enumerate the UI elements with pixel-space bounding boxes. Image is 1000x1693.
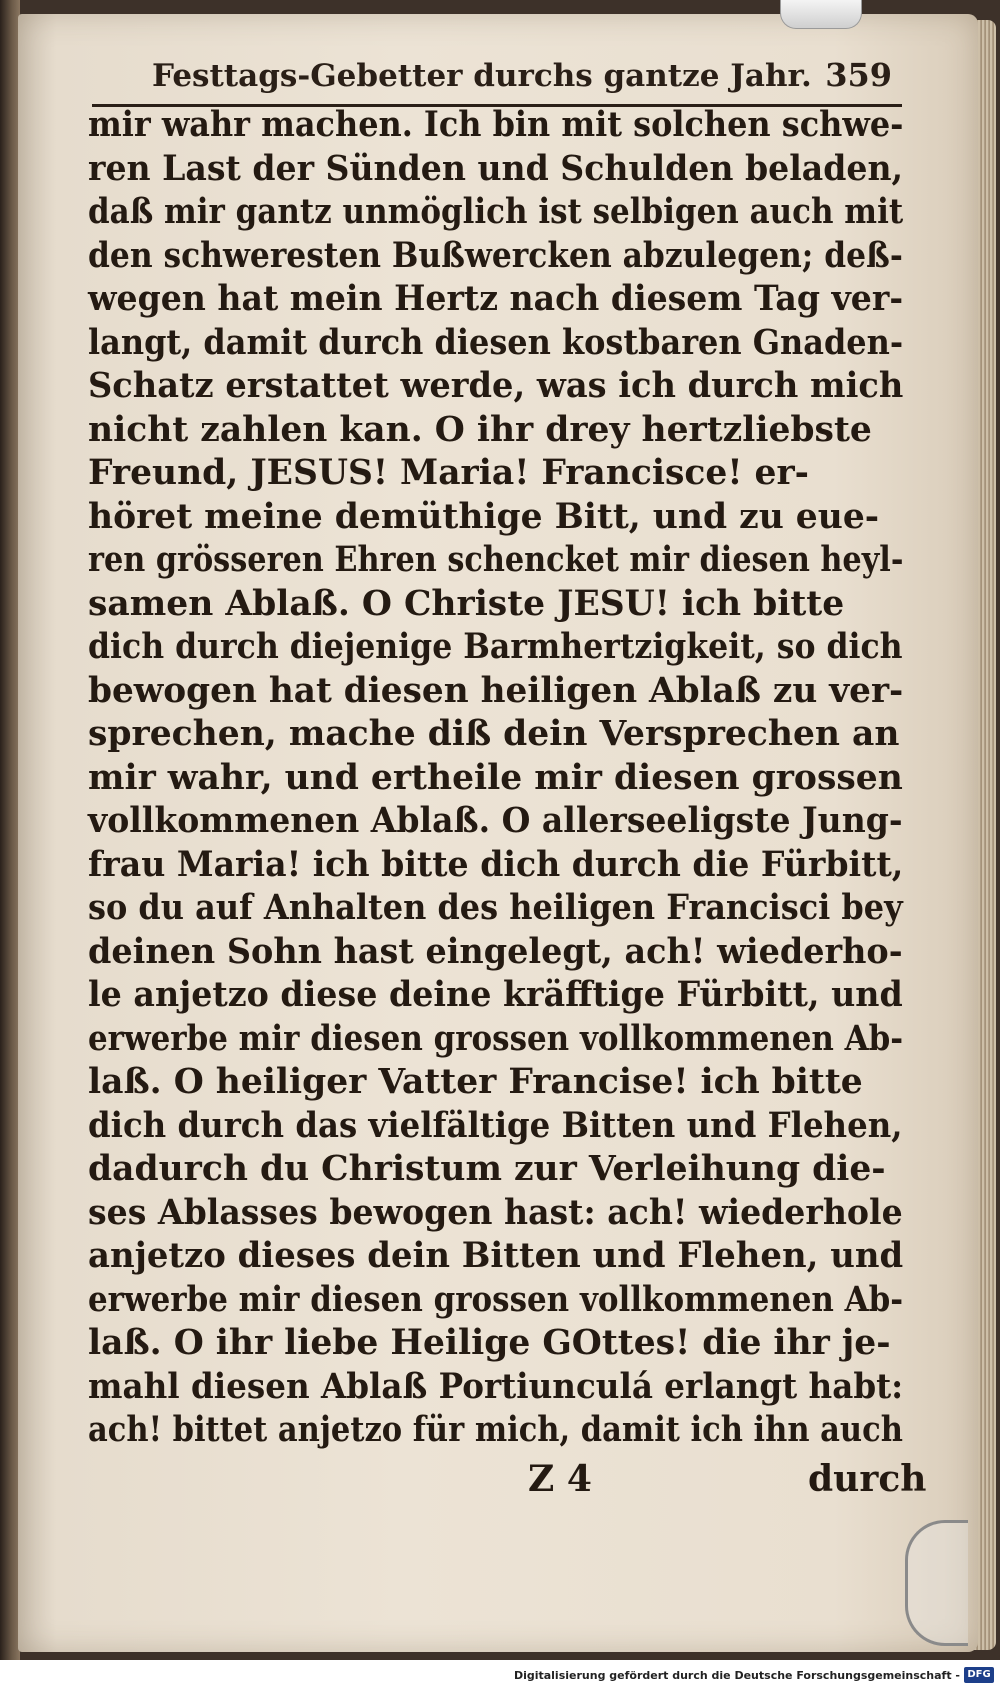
- text-line: erwerbe mir diesen grossen vollkommenen Ab-: [88, 1018, 904, 1059]
- text-line: Schatz erstattet werde, was ich durch mich: [88, 366, 904, 406]
- text-line: so du auf Anhalten des heiligen Francisci bey: [88, 888, 903, 928]
- text-line: frau Maria! ich bitte dich durch die Fürbitt,: [88, 844, 904, 885]
- text-line: langt, damit durch diesen kostbaren Gnaden-: [88, 322, 904, 363]
- text-line: ren grösseren Ehren schencket mir diesen heyl-: [88, 540, 904, 580]
- footer-bar: [0, 1660, 1000, 1693]
- text-line: höret meine demüthige Bitt, und zu eue-: [88, 496, 880, 537]
- running-title: Festtags-Gebetter durchs gantze Jahr.: [152, 58, 812, 94]
- text-line: samen Ablaß. O Christe JESU! ich bitte: [88, 583, 845, 624]
- text-line: laß. O heiliger Vatter Francise! ich bitte: [88, 1062, 863, 1102]
- text-line: ren Last der Sünden und Schulden beladen,: [88, 148, 904, 189]
- text-line: le anjetzo diese deine kräfftige Fürbitt, und: [88, 975, 903, 1015]
- text-line: anjetzo dieses dein Bitten und Flehen, und: [88, 1236, 904, 1276]
- text-line: erwerbe mir diesen grossen vollkommenen Ab-: [88, 1279, 904, 1320]
- page-clip-top: [780, 0, 862, 29]
- text-line: sprechen, mache diß dein Versprechen an: [88, 714, 900, 754]
- body-text: [88, 104, 903, 1453]
- text-line: dadurch du Christum zur Verleihung die-: [88, 1149, 886, 1189]
- page-number: 359: [825, 56, 892, 94]
- text-line: nicht zahlen kan. O ihr drey hertzliebste: [88, 409, 872, 450]
- text-line: wegen hat mein Hertz nach diesem Tag ver-: [88, 279, 904, 319]
- text-line: den schweresten Bußwercken abzulegen; deß-: [88, 235, 903, 276]
- text-line: bewogen hat diesen heiligen Ablaß zu ver-: [88, 670, 904, 711]
- text-line: mir wahr, und ertheile mir diesen grossen: [88, 757, 903, 798]
- running-header: [152, 50, 892, 100]
- text-line: mir wahr machen. Ich bin mit solchen schwe-: [88, 105, 904, 145]
- text-line: ach! bittet anjetzo für mich, damit ich ihn auch: [88, 1410, 903, 1450]
- page-clip-bottom: [905, 1520, 968, 1646]
- text-line: vollkommenen Ablaß. O allerseeligste Jung-: [88, 801, 903, 841]
- text-line: deinen Sohn hast eingelegt, ach! wiederho-: [88, 931, 903, 972]
- text-line: mahl diesen Ablaß Portiunculá erlangt habt:: [88, 1366, 904, 1407]
- text-line: laß. O ihr liebe Heilige GOttes! die ihr je-: [88, 1323, 891, 1363]
- text-line: dich durch das vielfältige Bitten und Flehen,: [88, 1105, 903, 1146]
- dfg-logo: DFG: [964, 1667, 994, 1683]
- text-line: ses Ablasses bewogen hast: ach! wiederhole: [88, 1192, 903, 1233]
- facing-page-edge: [0, 0, 20, 1660]
- signature-mark: Z 4: [528, 1458, 592, 1500]
- text-line: Freund, JESUS! Maria! Francisce! er-: [88, 453, 809, 493]
- catchword: durch: [808, 1458, 927, 1500]
- text-line: daß mir gantz unmöglich ist selbigen auch mit: [88, 192, 904, 232]
- footer-credit: Digitalisierung gefördert durch die Deutsche Forschungsgemeinschaft -: [513, 1669, 960, 1682]
- text-line: dich durch diejenige Barmhertzigkeit, so dich: [88, 627, 903, 667]
